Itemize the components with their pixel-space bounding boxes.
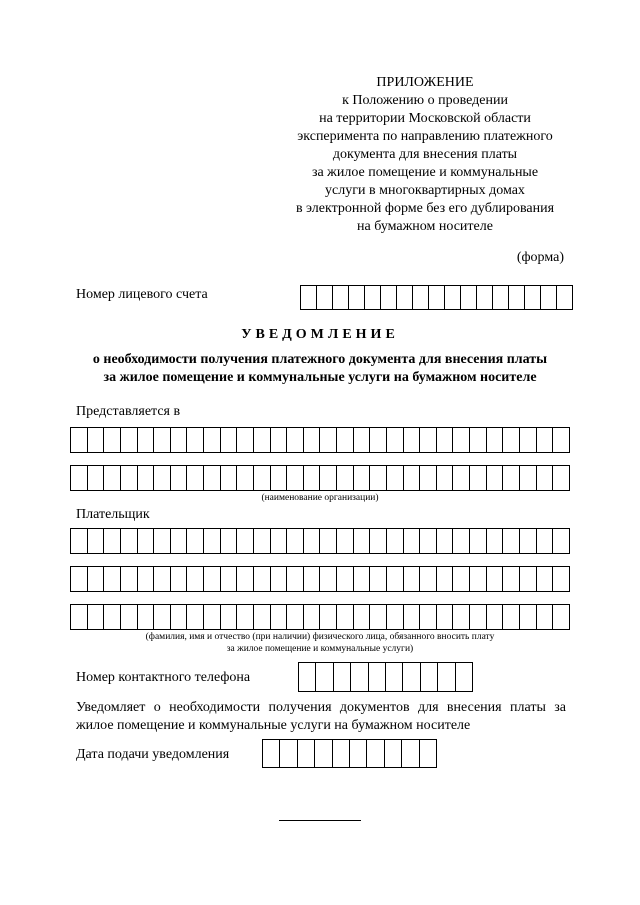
input-cell[interactable]: [154, 528, 171, 554]
input-cell[interactable]: [71, 528, 88, 554]
payer-cells-row-1[interactable]: [70, 528, 570, 554]
appendix-header: [255, 74, 595, 236]
input-cell[interactable]: [287, 604, 304, 630]
input-cell[interactable]: [453, 528, 470, 554]
payer-label: Плательщик: [76, 507, 150, 522]
appendix-line: ПРИЛОЖЕНИЕ: [376, 75, 474, 90]
phone-cells[interactable]: [298, 662, 473, 692]
input-cell[interactable]: [88, 427, 105, 453]
input-cell[interactable]: [221, 465, 238, 491]
input-cell[interactable]: [104, 604, 121, 630]
input-cell[interactable]: [453, 427, 470, 453]
input-cell[interactable]: [317, 285, 333, 310]
notice-title: УВЕДОМЛЕНИЕ: [241, 327, 399, 342]
input-cell[interactable]: [287, 427, 304, 453]
input-cell[interactable]: [453, 604, 470, 630]
input-cell[interactable]: [404, 604, 421, 630]
input-cell[interactable]: [537, 566, 554, 592]
input-cell[interactable]: [71, 566, 88, 592]
input-cell[interactable]: [304, 427, 321, 453]
input-cell[interactable]: [403, 662, 420, 692]
input-cell[interactable]: [503, 427, 520, 453]
input-cell[interactable]: [553, 528, 570, 554]
input-cell[interactable]: [315, 739, 332, 768]
input-cell[interactable]: [298, 739, 315, 768]
input-cell[interactable]: [237, 465, 254, 491]
input-cell[interactable]: [365, 285, 381, 310]
appendix-line: эксперимента по направлению платежного: [297, 129, 553, 144]
presented-label: Представляется в: [76, 404, 181, 419]
payer-hint: [60, 631, 580, 655]
input-cell[interactable]: [354, 465, 371, 491]
input-cell[interactable]: [470, 465, 487, 491]
input-cell[interactable]: [304, 528, 321, 554]
input-cell[interactable]: [171, 427, 188, 453]
input-cell[interactable]: [104, 465, 121, 491]
input-cell[interactable]: [88, 528, 105, 554]
input-cell[interactable]: [204, 528, 221, 554]
organization-cells-row-1[interactable]: [70, 427, 570, 453]
phone-label: Номер контактного телефона: [76, 670, 251, 685]
input-cell[interactable]: [271, 465, 288, 491]
date-cells[interactable]: [262, 739, 437, 768]
input-cell[interactable]: [557, 285, 573, 310]
input-cell[interactable]: [121, 566, 138, 592]
input-cell[interactable]: [320, 427, 337, 453]
input-cell[interactable]: [304, 566, 321, 592]
input-cell[interactable]: [254, 465, 271, 491]
input-cell[interactable]: [477, 285, 493, 310]
input-cell[interactable]: [397, 285, 413, 310]
input-cell[interactable]: [171, 465, 188, 491]
input-cell[interactable]: [187, 465, 204, 491]
input-cell[interactable]: [387, 604, 404, 630]
input-cell[interactable]: [237, 604, 254, 630]
input-cell[interactable]: [453, 566, 470, 592]
input-cell[interactable]: [337, 427, 354, 453]
input-cell[interactable]: [271, 427, 288, 453]
input-cell[interactable]: [520, 604, 537, 630]
appendix-line: к Положению о проведении: [342, 93, 508, 108]
input-cell[interactable]: [537, 528, 554, 554]
input-cell[interactable]: [354, 566, 371, 592]
input-cell[interactable]: [280, 739, 297, 768]
input-cell[interactable]: [387, 465, 404, 491]
organization-cells-row-2[interactable]: [70, 465, 570, 491]
input-cell[interactable]: [470, 427, 487, 453]
input-cell[interactable]: [420, 465, 437, 491]
input-cell[interactable]: [438, 662, 455, 692]
input-cell[interactable]: [420, 566, 437, 592]
payer-cells-row-3[interactable]: [70, 604, 570, 630]
input-cell[interactable]: [370, 427, 387, 453]
input-cell[interactable]: [333, 285, 349, 310]
input-cell[interactable]: [138, 528, 155, 554]
input-cell[interactable]: [404, 427, 421, 453]
appendix-line: за жилое помещение и коммунальные: [311, 165, 539, 180]
input-cell[interactable]: [121, 427, 138, 453]
input-cell[interactable]: [520, 566, 537, 592]
subtitle-line: о необходимости получения платежного документа для внесения платы: [92, 352, 548, 367]
input-cell[interactable]: [204, 566, 221, 592]
input-cell[interactable]: [204, 465, 221, 491]
input-cell[interactable]: [404, 528, 421, 554]
input-cell[interactable]: [520, 528, 537, 554]
input-cell[interactable]: [445, 285, 461, 310]
input-cell[interactable]: [334, 662, 351, 692]
date-label: Дата подачи уведомления: [76, 747, 230, 762]
input-cell[interactable]: [537, 427, 554, 453]
input-cell[interactable]: [385, 739, 402, 768]
input-cell[interactable]: [503, 566, 520, 592]
input-cell[interactable]: [254, 566, 271, 592]
input-cell[interactable]: [254, 604, 271, 630]
input-cell[interactable]: [370, 465, 387, 491]
input-cell[interactable]: [470, 604, 487, 630]
input-cell[interactable]: [299, 662, 316, 692]
input-cell[interactable]: [320, 465, 337, 491]
input-cell[interactable]: [333, 739, 350, 768]
appendix-line: документа для внесения платы: [332, 147, 518, 162]
input-cell[interactable]: [386, 662, 403, 692]
input-cell[interactable]: [237, 566, 254, 592]
input-cell[interactable]: [88, 465, 105, 491]
notice-subtitle: [40, 351, 600, 387]
input-cell[interactable]: [503, 465, 520, 491]
input-cell[interactable]: [121, 604, 138, 630]
input-cell[interactable]: [71, 427, 88, 453]
notify-text: Уведомляет о необходимости получения документов для внесения платы за жилое помещение и коммунальные услуги на бумажном носителе: [76, 700, 566, 733]
input-cell[interactable]: [171, 528, 188, 554]
input-cell[interactable]: [171, 566, 188, 592]
input-cell[interactable]: [525, 285, 541, 310]
input-cell[interactable]: [354, 528, 371, 554]
input-cell[interactable]: [221, 604, 238, 630]
input-cell[interactable]: [387, 528, 404, 554]
account-number-cells[interactable]: [300, 285, 573, 310]
input-cell[interactable]: [487, 566, 504, 592]
input-cell[interactable]: [487, 427, 504, 453]
input-cell[interactable]: [537, 465, 554, 491]
input-cell[interactable]: [437, 604, 454, 630]
input-cell[interactable]: [337, 566, 354, 592]
input-cell[interactable]: [420, 739, 437, 768]
input-cell[interactable]: [487, 604, 504, 630]
input-cell[interactable]: [404, 465, 421, 491]
input-cell[interactable]: [470, 566, 487, 592]
input-cell[interactable]: [553, 604, 570, 630]
input-cell[interactable]: [470, 528, 487, 554]
input-cell[interactable]: [104, 566, 121, 592]
input-cell[interactable]: [520, 427, 537, 453]
input-cell[interactable]: [304, 465, 321, 491]
input-cell[interactable]: [316, 662, 333, 692]
input-cell[interactable]: [437, 566, 454, 592]
input-cell[interactable]: [404, 566, 421, 592]
input-cell[interactable]: [237, 427, 254, 453]
input-cell[interactable]: [154, 465, 171, 491]
bottom-rule: [279, 820, 361, 821]
input-cell[interactable]: [138, 427, 155, 453]
input-cell[interactable]: [509, 285, 525, 310]
input-cell[interactable]: [287, 528, 304, 554]
input-cell[interactable]: [263, 739, 280, 768]
input-cell[interactable]: [187, 528, 204, 554]
input-cell[interactable]: [350, 739, 367, 768]
input-cell[interactable]: [88, 604, 105, 630]
input-cell[interactable]: [461, 285, 477, 310]
input-cell[interactable]: [254, 528, 271, 554]
input-cell[interactable]: [254, 427, 271, 453]
input-cell[interactable]: [553, 427, 570, 453]
input-cell[interactable]: [351, 662, 368, 692]
input-cell[interactable]: [487, 528, 504, 554]
appendix-line: в электронной форме без его дублирования: [295, 201, 555, 216]
input-cell[interactable]: [121, 465, 138, 491]
input-cell[interactable]: [221, 566, 238, 592]
input-cell[interactable]: [221, 528, 238, 554]
input-cell[interactable]: [287, 465, 304, 491]
input-cell[interactable]: [320, 566, 337, 592]
input-cell[interactable]: [369, 662, 386, 692]
input-cell[interactable]: [437, 427, 454, 453]
input-cell[interactable]: [354, 427, 371, 453]
input-cell[interactable]: [453, 465, 470, 491]
input-cell[interactable]: [104, 427, 121, 453]
input-cell[interactable]: [171, 604, 188, 630]
input-cell[interactable]: [121, 528, 138, 554]
input-cell[interactable]: [367, 739, 384, 768]
input-cell[interactable]: [429, 285, 445, 310]
input-cell[interactable]: [271, 528, 288, 554]
input-cell[interactable]: [138, 566, 155, 592]
input-cell[interactable]: [187, 566, 204, 592]
input-cell[interactable]: [437, 528, 454, 554]
input-cell[interactable]: [503, 528, 520, 554]
input-cell[interactable]: [503, 604, 520, 630]
appendix-line: на бумажном носителе: [357, 219, 493, 234]
input-cell[interactable]: [221, 427, 238, 453]
input-cell[interactable]: [420, 528, 437, 554]
input-cell[interactable]: [370, 528, 387, 554]
input-cell[interactable]: [387, 566, 404, 592]
input-cell[interactable]: [520, 465, 537, 491]
input-cell[interactable]: [271, 566, 288, 592]
input-cell[interactable]: [88, 566, 105, 592]
input-cell[interactable]: [187, 604, 204, 630]
input-cell[interactable]: [154, 604, 171, 630]
input-cell[interactable]: [271, 604, 288, 630]
input-cell[interactable]: [154, 427, 171, 453]
input-cell[interactable]: [204, 604, 221, 630]
input-cell[interactable]: [402, 739, 419, 768]
payer-hint-line: за жилое помещение и коммунальные услуги): [226, 644, 414, 654]
input-cell[interactable]: [287, 566, 304, 592]
input-cell[interactable]: [204, 427, 221, 453]
input-cell[interactable]: [553, 465, 570, 491]
input-cell[interactable]: [104, 528, 121, 554]
input-cell[interactable]: [420, 427, 437, 453]
input-cell[interactable]: [304, 604, 321, 630]
input-cell[interactable]: [138, 604, 155, 630]
form-mark: (форма): [516, 250, 564, 265]
payer-cells-row-2[interactable]: [70, 566, 570, 592]
input-cell[interactable]: [370, 604, 387, 630]
input-cell[interactable]: [337, 604, 354, 630]
input-cell[interactable]: [370, 566, 387, 592]
input-cell[interactable]: [187, 427, 204, 453]
input-cell[interactable]: [421, 662, 438, 692]
input-cell[interactable]: [420, 604, 437, 630]
input-cell[interactable]: [337, 465, 354, 491]
organization-hint: (наименование организации): [261, 493, 379, 503]
input-cell[interactable]: [354, 604, 371, 630]
input-cell[interactable]: [320, 528, 337, 554]
appendix-line: услуги в многоквартирных домах: [325, 183, 525, 198]
input-cell[interactable]: [541, 285, 557, 310]
input-cell[interactable]: [437, 465, 454, 491]
input-cell[interactable]: [237, 528, 254, 554]
input-cell[interactable]: [387, 427, 404, 453]
input-cell[interactable]: [337, 528, 354, 554]
input-cell[interactable]: [320, 604, 337, 630]
input-cell[interactable]: [413, 285, 429, 310]
input-cell[interactable]: [537, 604, 554, 630]
input-cell[interactable]: [71, 465, 88, 491]
input-cell[interactable]: [349, 285, 365, 310]
input-cell[interactable]: [553, 566, 570, 592]
subtitle-line: за жилое помещение и коммунальные услуги на бумажном носителе: [103, 370, 537, 385]
payer-hint-line: (фамилия, имя и отчество (при наличии) физического лица, обязанного вносить плату: [145, 632, 495, 642]
input-cell[interactable]: [301, 285, 317, 310]
input-cell[interactable]: [487, 465, 504, 491]
input-cell[interactable]: [154, 566, 171, 592]
appendix-line: на территории Московской области: [319, 111, 531, 126]
input-cell[interactable]: [138, 465, 155, 491]
input-cell[interactable]: [493, 285, 509, 310]
account-label: Номер лицевого счета: [76, 287, 208, 302]
input-cell[interactable]: [71, 604, 88, 630]
input-cell[interactable]: [381, 285, 397, 310]
input-cell[interactable]: [456, 662, 473, 692]
